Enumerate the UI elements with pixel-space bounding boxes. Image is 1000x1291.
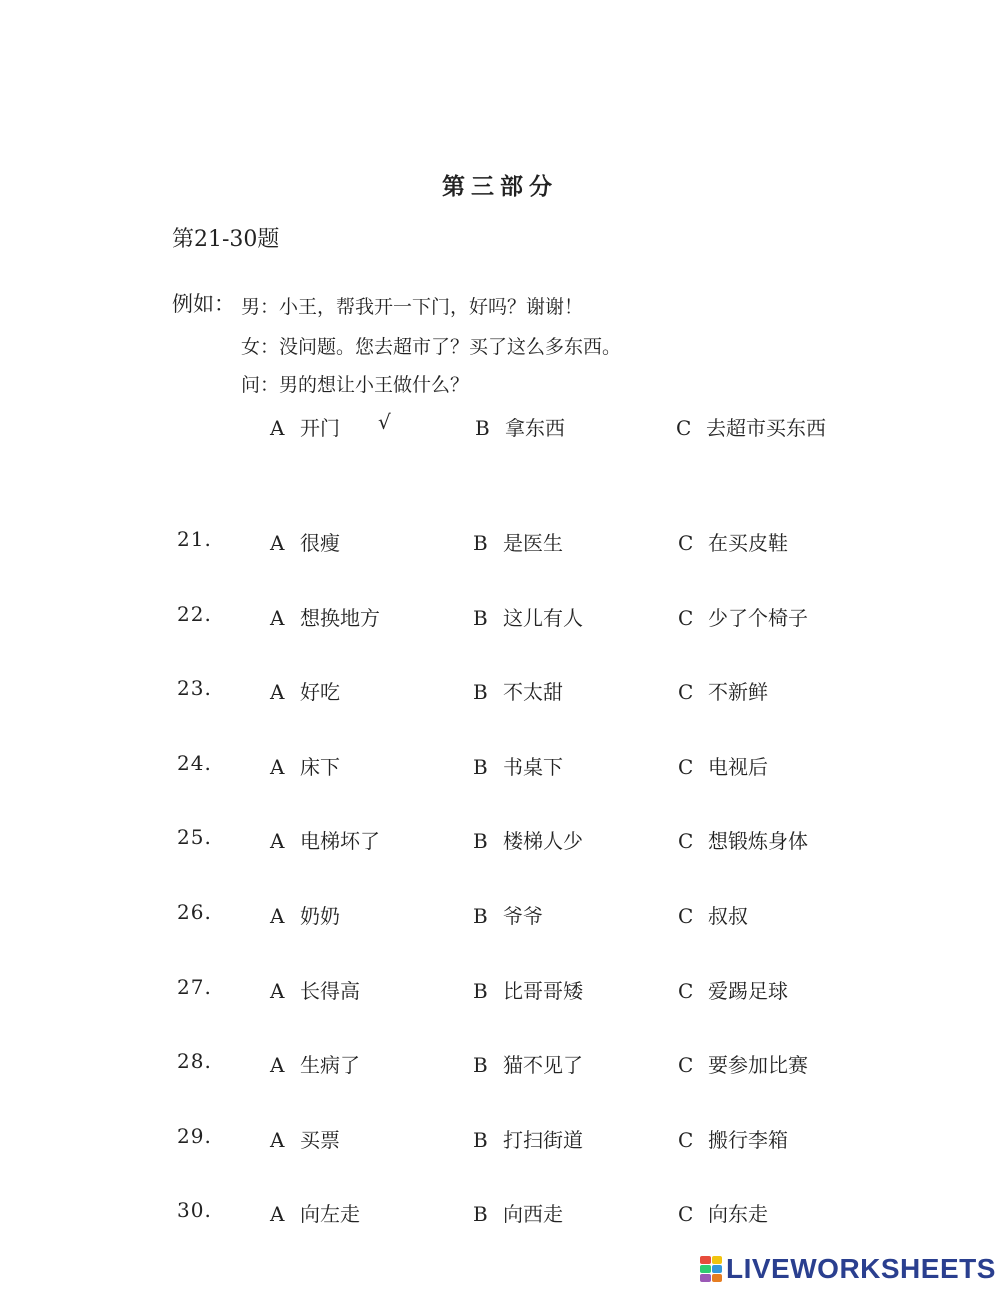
option-letter: C — [678, 606, 694, 630]
option-text: 打扫街道 — [503, 1128, 583, 1152]
option-text: 少了个椅子 — [708, 606, 808, 630]
question-number: 24. — [177, 751, 212, 775]
answer-option-c[interactable] — [678, 751, 768, 780]
answer-option-b[interactable] — [473, 527, 563, 556]
question-number: 23. — [177, 676, 212, 700]
option-letter: B — [473, 680, 488, 704]
section-title: 第三部分 — [442, 173, 558, 200]
option-letter: B — [473, 829, 488, 853]
option-text: 想换地方 — [300, 606, 380, 630]
option-text: 书桌下 — [503, 755, 563, 779]
answer-option-b[interactable] — [473, 1198, 563, 1227]
example-option-a — [270, 412, 340, 441]
question-number: 27. — [177, 975, 212, 999]
option-letter: A — [270, 1053, 285, 1077]
option-text: 生病了 — [300, 1053, 360, 1077]
answer-option-a[interactable] — [270, 1049, 360, 1078]
option-text: 向左走 — [300, 1202, 360, 1226]
answer-option-c[interactable] — [678, 1049, 808, 1078]
option-text: 猫不见了 — [503, 1053, 583, 1077]
option-text: 很瘦 — [300, 531, 340, 555]
example-line-question: 问：男的想让小王做什么？ — [241, 374, 470, 396]
example-label: 例如： — [172, 292, 235, 316]
answer-option-a[interactable] — [270, 825, 380, 854]
question-number: 30. — [177, 1198, 212, 1222]
option-letter: C — [676, 416, 692, 440]
answer-option-c[interactable] — [678, 1198, 768, 1227]
answer-option-b[interactable] — [473, 900, 543, 929]
option-text: 爷爷 — [503, 904, 543, 928]
option-text: 爱踢足球 — [708, 979, 788, 1003]
option-text: 楼梯人少 — [503, 829, 583, 853]
option-letter: A — [270, 1202, 285, 1226]
option-letter: B — [473, 1053, 488, 1077]
option-text: 不太甜 — [503, 680, 563, 704]
question-number: 25. — [177, 825, 212, 849]
brand-text: LIVEWORKSHEETS — [726, 1253, 996, 1284]
question-range: 第21-30题 — [172, 227, 280, 252]
option-letter: A — [270, 1128, 285, 1152]
option-text: 搬行李箱 — [708, 1128, 788, 1152]
option-letter: A — [270, 416, 285, 440]
option-text: 在买皮鞋 — [708, 531, 788, 555]
answer-option-b[interactable] — [473, 751, 563, 780]
question-number: 29. — [177, 1124, 212, 1148]
option-text: 要参加比赛 — [708, 1053, 808, 1077]
option-letter: C — [678, 979, 694, 1003]
check-mark-icon: √ — [378, 410, 391, 434]
question-number: 21. — [177, 527, 212, 551]
answer-option-a[interactable] — [270, 602, 380, 631]
option-letter: C — [678, 755, 694, 779]
option-text: 电梯坏了 — [300, 829, 380, 853]
option-letter: B — [473, 979, 488, 1003]
answer-option-b[interactable] — [473, 1124, 583, 1153]
question-number: 22. — [177, 602, 212, 626]
option-letter: C — [678, 531, 694, 555]
answer-option-a[interactable] — [270, 527, 340, 556]
answer-option-b[interactable] — [473, 825, 583, 854]
option-text: 床下 — [300, 755, 340, 779]
option-text: 奶奶 — [300, 904, 340, 928]
answer-option-c[interactable] — [678, 900, 748, 929]
option-text: 开门 — [300, 416, 340, 440]
option-text: 比哥哥矮 — [503, 979, 583, 1003]
option-text: 好吃 — [300, 680, 340, 704]
option-letter: A — [270, 979, 285, 1003]
answer-option-b[interactable] — [473, 975, 583, 1004]
option-letter: B — [473, 1202, 488, 1226]
question-number: 28. — [177, 1049, 212, 1073]
answer-option-c[interactable] — [678, 602, 808, 631]
option-text: 不新鲜 — [708, 680, 768, 704]
answer-option-c[interactable] — [678, 527, 788, 556]
option-letter: A — [270, 606, 285, 630]
option-text: 电视后 — [708, 755, 768, 779]
option-text: 叔叔 — [708, 904, 748, 928]
option-text: 去超市买东西 — [706, 416, 826, 440]
answer-option-a[interactable] — [270, 1198, 360, 1227]
option-letter: B — [473, 904, 488, 928]
answer-option-b[interactable] — [473, 602, 583, 631]
answer-option-c[interactable] — [678, 1124, 788, 1153]
option-letter: A — [270, 531, 285, 555]
answer-option-b[interactable] — [473, 676, 563, 705]
option-letter: C — [678, 829, 694, 853]
example-line-woman: 女：没问题。您去超市了？买了这么多东西。 — [241, 336, 622, 358]
example-option-b — [475, 412, 565, 441]
option-text: 这儿有人 — [503, 606, 583, 630]
answer-option-a[interactable] — [270, 975, 360, 1004]
option-letter: C — [678, 904, 694, 928]
option-letter: A — [270, 680, 285, 704]
example-option-c — [676, 412, 826, 441]
option-letter: C — [678, 680, 694, 704]
example-line-man: 男：小王，帮我开一下门，好吗？谢谢！ — [241, 296, 584, 318]
option-letter: A — [270, 755, 285, 779]
option-letter: C — [678, 1202, 694, 1226]
option-text: 向东走 — [708, 1202, 768, 1226]
option-text: 拿东西 — [505, 416, 565, 440]
option-text: 买票 — [300, 1128, 340, 1152]
answer-option-a[interactable] — [270, 1124, 340, 1153]
answer-option-c[interactable] — [678, 975, 788, 1004]
liveworksheets-icon — [700, 1256, 722, 1282]
answer-option-b[interactable] — [473, 1049, 583, 1078]
brand-logo — [700, 1252, 996, 1286]
option-letter: A — [270, 829, 285, 853]
option-text: 想锻炼身体 — [708, 829, 808, 853]
answer-option-a[interactable] — [270, 676, 340, 705]
option-letter: C — [678, 1128, 694, 1152]
option-letter: B — [473, 606, 488, 630]
option-letter: B — [475, 416, 490, 440]
option-letter: B — [473, 531, 488, 555]
option-text: 长得高 — [300, 979, 360, 1003]
answer-option-a[interactable] — [270, 751, 340, 780]
answer-option-a[interactable] — [270, 900, 340, 929]
question-number: 26. — [177, 900, 212, 924]
answer-option-c[interactable] — [678, 825, 808, 854]
answer-option-c[interactable] — [678, 676, 768, 705]
option-letter: A — [270, 904, 285, 928]
option-letter: B — [473, 755, 488, 779]
option-text: 是医生 — [503, 531, 563, 555]
option-text: 向西走 — [503, 1202, 563, 1226]
option-letter: C — [678, 1053, 694, 1077]
option-letter: B — [473, 1128, 488, 1152]
